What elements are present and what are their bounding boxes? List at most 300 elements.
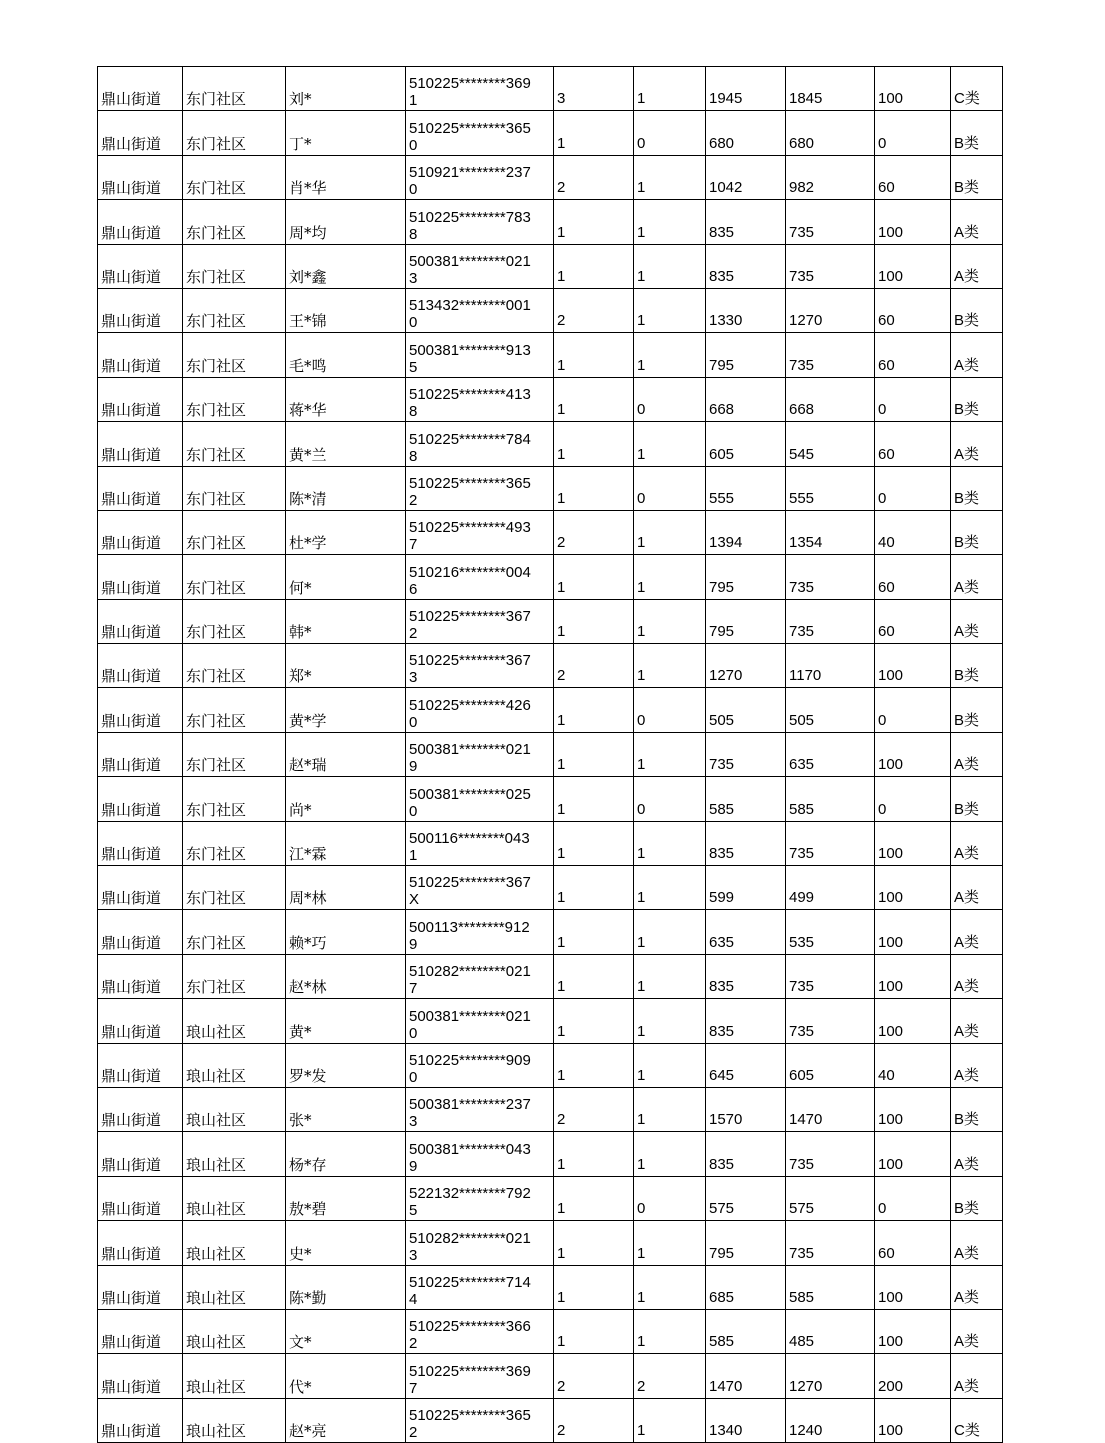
- id-number-cell: [406, 1043, 554, 1087]
- category-cell: B类: [951, 155, 1003, 199]
- street-cell: 鼎山街道: [98, 644, 183, 688]
- household-size-cell: 1: [554, 1309, 634, 1353]
- total-cell: 1170: [786, 644, 875, 688]
- col-6-cell: 1: [634, 599, 706, 643]
- household-size-cell: 1: [554, 1043, 634, 1087]
- subsidy-cell: 60: [875, 555, 951, 599]
- id-number-line2: 0: [409, 314, 418, 332]
- id-number-line1: 500381********043: [409, 1140, 531, 1158]
- category-cell: A类: [951, 821, 1003, 865]
- category-cell: A类: [951, 999, 1003, 1043]
- category-cell: B类: [951, 777, 1003, 821]
- id-number-line2: 6: [409, 580, 418, 598]
- subsidy-cell: 0: [875, 777, 951, 821]
- name-cell: 黄*: [286, 999, 406, 1043]
- subsidy-cell: 60: [875, 288, 951, 332]
- category-cell: A类: [951, 1221, 1003, 1265]
- id-number-line1: 500381********025: [409, 785, 531, 803]
- subsidy-cell: 0: [875, 111, 951, 155]
- standard-cell: 555: [706, 466, 786, 510]
- id-number-line1: 510225********426: [409, 696, 531, 714]
- id-number-line2: 1: [409, 92, 418, 110]
- id-number-line1: 510225********365: [409, 474, 531, 492]
- community-cell: 东门社区: [183, 821, 286, 865]
- id-number-cell: [406, 1309, 554, 1353]
- subsidy-cell: 100: [875, 954, 951, 998]
- name-cell: 周*林: [286, 866, 406, 910]
- table-row: [98, 155, 1003, 199]
- standard-cell: 505: [706, 688, 786, 732]
- table-row: [98, 954, 1003, 998]
- name-cell: 周*均: [286, 200, 406, 244]
- household-size-cell: 1: [554, 1265, 634, 1309]
- street-cell: 鼎山街道: [98, 377, 183, 421]
- name-cell: 陈*勤: [286, 1265, 406, 1309]
- street-cell: 鼎山街道: [98, 866, 183, 910]
- street-cell: 鼎山街道: [98, 244, 183, 288]
- id-number-cell: [406, 67, 554, 111]
- name-cell: 尚*: [286, 777, 406, 821]
- standard-cell: 835: [706, 821, 786, 865]
- community-cell: 琅山社区: [183, 999, 286, 1043]
- name-cell: 黄*兰: [286, 422, 406, 466]
- standard-cell: 645: [706, 1043, 786, 1087]
- id-number-line1: 510225********369: [409, 1362, 531, 1380]
- household-size-cell: 1: [554, 555, 634, 599]
- community-cell: 琅山社区: [183, 1221, 286, 1265]
- total-cell: 535: [786, 910, 875, 954]
- household-size-cell: 1: [554, 866, 634, 910]
- id-number-line1: 500113********912: [409, 918, 530, 936]
- col-6-cell: 1: [634, 422, 706, 466]
- name-cell: 代*: [286, 1354, 406, 1398]
- subsidy-cell: 0: [875, 466, 951, 510]
- subsidy-cell: 100: [875, 999, 951, 1043]
- category-cell: A类: [951, 1309, 1003, 1353]
- standard-cell: 685: [706, 1265, 786, 1309]
- id-number-line2: 9: [409, 1157, 418, 1175]
- standard-cell: 795: [706, 599, 786, 643]
- community-cell: 琅山社区: [183, 1354, 286, 1398]
- id-number-line1: 500116********043: [409, 830, 530, 848]
- name-cell: 杨*存: [286, 1132, 406, 1176]
- street-cell: 鼎山街道: [98, 200, 183, 244]
- id-number-line1: 500381********237: [409, 1096, 531, 1114]
- id-number-cell: [406, 466, 554, 510]
- table-row: [98, 910, 1003, 954]
- id-number-line2: 0: [409, 1024, 418, 1042]
- table-row: [98, 1087, 1003, 1131]
- standard-cell: 668: [706, 377, 786, 421]
- standard-cell: 795: [706, 1221, 786, 1265]
- id-number-line1: 500381********021: [409, 741, 531, 759]
- standard-cell: 1330: [706, 288, 786, 332]
- col-6-cell: 0: [634, 1176, 706, 1220]
- col-6-cell: 1: [634, 244, 706, 288]
- community-cell: 东门社区: [183, 510, 286, 554]
- name-cell: 赖*巧: [286, 910, 406, 954]
- table-row: [98, 377, 1003, 421]
- table-row: [98, 288, 1003, 332]
- table-row: [98, 466, 1003, 510]
- category-cell: A类: [951, 866, 1003, 910]
- category-cell: A类: [951, 910, 1003, 954]
- id-number-line1: 510225********366: [409, 1318, 531, 1336]
- col-6-cell: 0: [634, 777, 706, 821]
- subsidy-cell: 100: [875, 1398, 951, 1442]
- total-cell: 735: [786, 954, 875, 998]
- category-cell: A类: [951, 1354, 1003, 1398]
- household-size-cell: 1: [554, 599, 634, 643]
- id-number-line2: 8: [409, 447, 418, 465]
- category-cell: A类: [951, 1265, 1003, 1309]
- table-row: [98, 1265, 1003, 1309]
- community-cell: 琅山社区: [183, 1043, 286, 1087]
- community-cell: 东门社区: [183, 688, 286, 732]
- household-size-cell: 1: [554, 910, 634, 954]
- id-number-cell: [406, 1354, 554, 1398]
- category-cell: A类: [951, 244, 1003, 288]
- id-number-line1: 522132********792: [409, 1185, 531, 1203]
- data-table: [97, 66, 1003, 1443]
- table-row: [98, 333, 1003, 377]
- total-cell: 585: [786, 777, 875, 821]
- id-number-line2: 3: [409, 269, 418, 287]
- community-cell: 东门社区: [183, 866, 286, 910]
- table-row: [98, 422, 1003, 466]
- name-cell: 何*: [286, 555, 406, 599]
- household-size-cell: 2: [554, 1398, 634, 1442]
- subsidy-cell: 0: [875, 1176, 951, 1220]
- id-number-line2: 5: [409, 1202, 418, 1220]
- col-6-cell: 1: [634, 866, 706, 910]
- col-6-cell: 1: [634, 1043, 706, 1087]
- name-cell: 赵*亮: [286, 1398, 406, 1442]
- id-number-cell: [406, 510, 554, 554]
- street-cell: 鼎山街道: [98, 999, 183, 1043]
- id-number-cell: [406, 200, 554, 244]
- category-cell: B类: [951, 644, 1003, 688]
- community-cell: 东门社区: [183, 377, 286, 421]
- id-number-line2: 2: [409, 1335, 418, 1353]
- subsidy-cell: 40: [875, 1043, 951, 1087]
- table-row: [98, 244, 1003, 288]
- subsidy-cell: 200: [875, 1354, 951, 1398]
- household-size-cell: 1: [554, 111, 634, 155]
- subsidy-cell: 100: [875, 1132, 951, 1176]
- household-size-cell: 1: [554, 377, 634, 421]
- name-cell: 韩*: [286, 599, 406, 643]
- total-cell: 668: [786, 377, 875, 421]
- name-cell: 张*: [286, 1087, 406, 1131]
- category-cell: B类: [951, 288, 1003, 332]
- col-6-cell: 1: [634, 200, 706, 244]
- standard-cell: 680: [706, 111, 786, 155]
- household-size-cell: 1: [554, 200, 634, 244]
- category-cell: B类: [951, 510, 1003, 554]
- street-cell: 鼎山街道: [98, 821, 183, 865]
- street-cell: 鼎山街道: [98, 67, 183, 111]
- household-size-cell: 2: [554, 644, 634, 688]
- col-6-cell: 1: [634, 155, 706, 199]
- total-cell: 1240: [786, 1398, 875, 1442]
- category-cell: A类: [951, 1043, 1003, 1087]
- standard-cell: 835: [706, 954, 786, 998]
- id-number-line2: 8: [409, 403, 418, 421]
- community-cell: 东门社区: [183, 910, 286, 954]
- id-number-cell: [406, 821, 554, 865]
- household-size-cell: 2: [554, 155, 634, 199]
- table-row: [98, 67, 1003, 111]
- id-number-line2: 5: [409, 358, 418, 376]
- category-cell: A类: [951, 333, 1003, 377]
- standard-cell: 835: [706, 999, 786, 1043]
- name-cell: 黄*学: [286, 688, 406, 732]
- id-number-line1: 510225********365: [409, 1407, 531, 1425]
- street-cell: 鼎山街道: [98, 555, 183, 599]
- category-cell: A类: [951, 200, 1003, 244]
- standard-cell: 835: [706, 200, 786, 244]
- id-number-cell: [406, 155, 554, 199]
- street-cell: 鼎山街道: [98, 732, 183, 776]
- street-cell: 鼎山街道: [98, 155, 183, 199]
- community-cell: 琅山社区: [183, 1265, 286, 1309]
- name-cell: 罗*发: [286, 1043, 406, 1087]
- community-cell: 东门社区: [183, 732, 286, 776]
- street-cell: 鼎山街道: [98, 1176, 183, 1220]
- household-size-cell: 1: [554, 466, 634, 510]
- subsidy-cell: 100: [875, 732, 951, 776]
- table-row: [98, 777, 1003, 821]
- id-number-cell: [406, 1132, 554, 1176]
- subsidy-cell: 100: [875, 866, 951, 910]
- community-cell: 东门社区: [183, 555, 286, 599]
- household-size-cell: 2: [554, 510, 634, 554]
- community-cell: 东门社区: [183, 466, 286, 510]
- id-number-line2: 7: [409, 536, 418, 554]
- table-row: [98, 866, 1003, 910]
- subsidy-cell: 100: [875, 910, 951, 954]
- col-6-cell: 1: [634, 1132, 706, 1176]
- name-cell: 文*: [286, 1309, 406, 1353]
- table-row: [98, 111, 1003, 155]
- id-number-line1: 510225********367: [409, 874, 531, 892]
- name-cell: 刘*鑫: [286, 244, 406, 288]
- table-row: [98, 599, 1003, 643]
- id-number-line2: 3: [409, 669, 418, 687]
- total-cell: 575: [786, 1176, 875, 1220]
- total-cell: 499: [786, 866, 875, 910]
- id-number-cell: [406, 954, 554, 998]
- standard-cell: 585: [706, 777, 786, 821]
- table-row: [98, 644, 1003, 688]
- col-6-cell: 1: [634, 67, 706, 111]
- total-cell: 485: [786, 1309, 875, 1353]
- street-cell: 鼎山街道: [98, 1398, 183, 1442]
- total-cell: 735: [786, 999, 875, 1043]
- id-number-line2: 2: [409, 625, 418, 643]
- category-cell: B类: [951, 688, 1003, 732]
- household-size-cell: 1: [554, 422, 634, 466]
- table-row: [98, 688, 1003, 732]
- table-row: [98, 555, 1003, 599]
- id-number-cell: [406, 777, 554, 821]
- col-6-cell: 1: [634, 555, 706, 599]
- subsidy-cell: 60: [875, 333, 951, 377]
- id-number-line1: 510225********367: [409, 652, 531, 670]
- total-cell: 635: [786, 732, 875, 776]
- id-number-line1: 510282********021: [409, 1229, 531, 1247]
- name-cell: 郑*: [286, 644, 406, 688]
- standard-cell: 1340: [706, 1398, 786, 1442]
- col-6-cell: 1: [634, 821, 706, 865]
- total-cell: 982: [786, 155, 875, 199]
- table-row: [98, 1221, 1003, 1265]
- total-cell: 605: [786, 1043, 875, 1087]
- name-cell: 蒋*华: [286, 377, 406, 421]
- id-number-line2: 9: [409, 935, 418, 953]
- standard-cell: 1270: [706, 644, 786, 688]
- id-number-line1: 510225********714: [409, 1273, 531, 1291]
- col-6-cell: 1: [634, 333, 706, 377]
- total-cell: 735: [786, 599, 875, 643]
- household-size-cell: 2: [554, 288, 634, 332]
- col-6-cell: 2: [634, 1354, 706, 1398]
- col-6-cell: 1: [634, 1221, 706, 1265]
- category-cell: A类: [951, 599, 1003, 643]
- total-cell: 505: [786, 688, 875, 732]
- category-cell: B类: [951, 111, 1003, 155]
- subsidy-cell: 100: [875, 67, 951, 111]
- name-cell: 毛*鸣: [286, 333, 406, 377]
- id-number-line1: 513432********001: [409, 297, 531, 315]
- household-size-cell: 1: [554, 1221, 634, 1265]
- street-cell: 鼎山街道: [98, 1265, 183, 1309]
- table-row: [98, 821, 1003, 865]
- id-number-line1: 510921********237: [409, 164, 531, 182]
- id-number-cell: [406, 288, 554, 332]
- community-cell: 东门社区: [183, 244, 286, 288]
- standard-cell: 1470: [706, 1354, 786, 1398]
- id-number-line2: 2: [409, 491, 418, 509]
- total-cell: 735: [786, 200, 875, 244]
- col-6-cell: 1: [634, 644, 706, 688]
- standard-cell: 835: [706, 244, 786, 288]
- id-number-line2: 0: [409, 181, 418, 199]
- total-cell: 585: [786, 1265, 875, 1309]
- col-6-cell: 1: [634, 1309, 706, 1353]
- col-6-cell: 1: [634, 288, 706, 332]
- street-cell: 鼎山街道: [98, 1087, 183, 1131]
- household-size-cell: 1: [554, 688, 634, 732]
- id-number-cell: [406, 999, 554, 1043]
- category-cell: B类: [951, 377, 1003, 421]
- household-size-cell: 1: [554, 1176, 634, 1220]
- standard-cell: 835: [706, 1132, 786, 1176]
- household-size-cell: 2: [554, 1354, 634, 1398]
- col-6-cell: 1: [634, 910, 706, 954]
- name-cell: 江*霖: [286, 821, 406, 865]
- category-cell: A类: [951, 1132, 1003, 1176]
- total-cell: 1845: [786, 67, 875, 111]
- name-cell: 王*锦: [286, 288, 406, 332]
- id-number-line1: 500381********913: [409, 341, 531, 359]
- street-cell: 鼎山街道: [98, 688, 183, 732]
- street-cell: 鼎山街道: [98, 510, 183, 554]
- id-number-cell: [406, 1176, 554, 1220]
- id-number-cell: [406, 111, 554, 155]
- table-body: [98, 67, 1003, 1443]
- street-cell: 鼎山街道: [98, 1309, 183, 1353]
- standard-cell: 735: [706, 732, 786, 776]
- category-cell: A类: [951, 732, 1003, 776]
- id-number-line1: 510225********365: [409, 119, 531, 137]
- community-cell: 东门社区: [183, 954, 286, 998]
- name-cell: 肖*华: [286, 155, 406, 199]
- street-cell: 鼎山街道: [98, 1043, 183, 1087]
- id-number-line1: 500381********021: [409, 1007, 531, 1025]
- id-number-cell: [406, 599, 554, 643]
- community-cell: 东门社区: [183, 599, 286, 643]
- id-number-cell: [406, 377, 554, 421]
- standard-cell: 1570: [706, 1087, 786, 1131]
- id-number-cell: [406, 910, 554, 954]
- col-6-cell: 1: [634, 1265, 706, 1309]
- standard-cell: 1394: [706, 510, 786, 554]
- name-cell: 赵*林: [286, 954, 406, 998]
- name-cell: 史*: [286, 1221, 406, 1265]
- community-cell: 东门社区: [183, 288, 286, 332]
- category-cell: A类: [951, 422, 1003, 466]
- street-cell: 鼎山街道: [98, 777, 183, 821]
- category-cell: B类: [951, 1176, 1003, 1220]
- household-size-cell: 1: [554, 244, 634, 288]
- total-cell: 1470: [786, 1087, 875, 1131]
- category-cell: A类: [951, 954, 1003, 998]
- community-cell: 琅山社区: [183, 1398, 286, 1442]
- id-number-line2: 0: [409, 713, 418, 731]
- name-cell: 陈*清: [286, 466, 406, 510]
- table-row: [98, 1309, 1003, 1353]
- id-number-line1: 510225********909: [409, 1051, 531, 1069]
- household-size-cell: 1: [554, 954, 634, 998]
- col-6-cell: 1: [634, 1398, 706, 1442]
- community-cell: 琅山社区: [183, 1132, 286, 1176]
- id-number-cell: [406, 688, 554, 732]
- subsidy-cell: 100: [875, 1265, 951, 1309]
- community-cell: 东门社区: [183, 200, 286, 244]
- id-number-line2: 4: [409, 1290, 418, 1308]
- id-number-line1: 510282********021: [409, 963, 531, 981]
- subsidy-cell: 60: [875, 1221, 951, 1265]
- subsidy-cell: 100: [875, 1087, 951, 1131]
- id-number-cell: [406, 866, 554, 910]
- subsidy-cell: 0: [875, 688, 951, 732]
- standard-cell: 795: [706, 333, 786, 377]
- id-number-cell: [406, 1398, 554, 1442]
- id-number-line2: 7: [409, 980, 418, 998]
- subsidy-cell: 60: [875, 422, 951, 466]
- id-number-line2: 0: [409, 136, 418, 154]
- id-number-line2: 3: [409, 1113, 418, 1131]
- id-number-cell: [406, 244, 554, 288]
- subsidy-cell: 60: [875, 599, 951, 643]
- id-number-line2: 2: [409, 1424, 418, 1442]
- col-6-cell: 0: [634, 377, 706, 421]
- standard-cell: 1042: [706, 155, 786, 199]
- table-row: [98, 1398, 1003, 1442]
- community-cell: 东门社区: [183, 111, 286, 155]
